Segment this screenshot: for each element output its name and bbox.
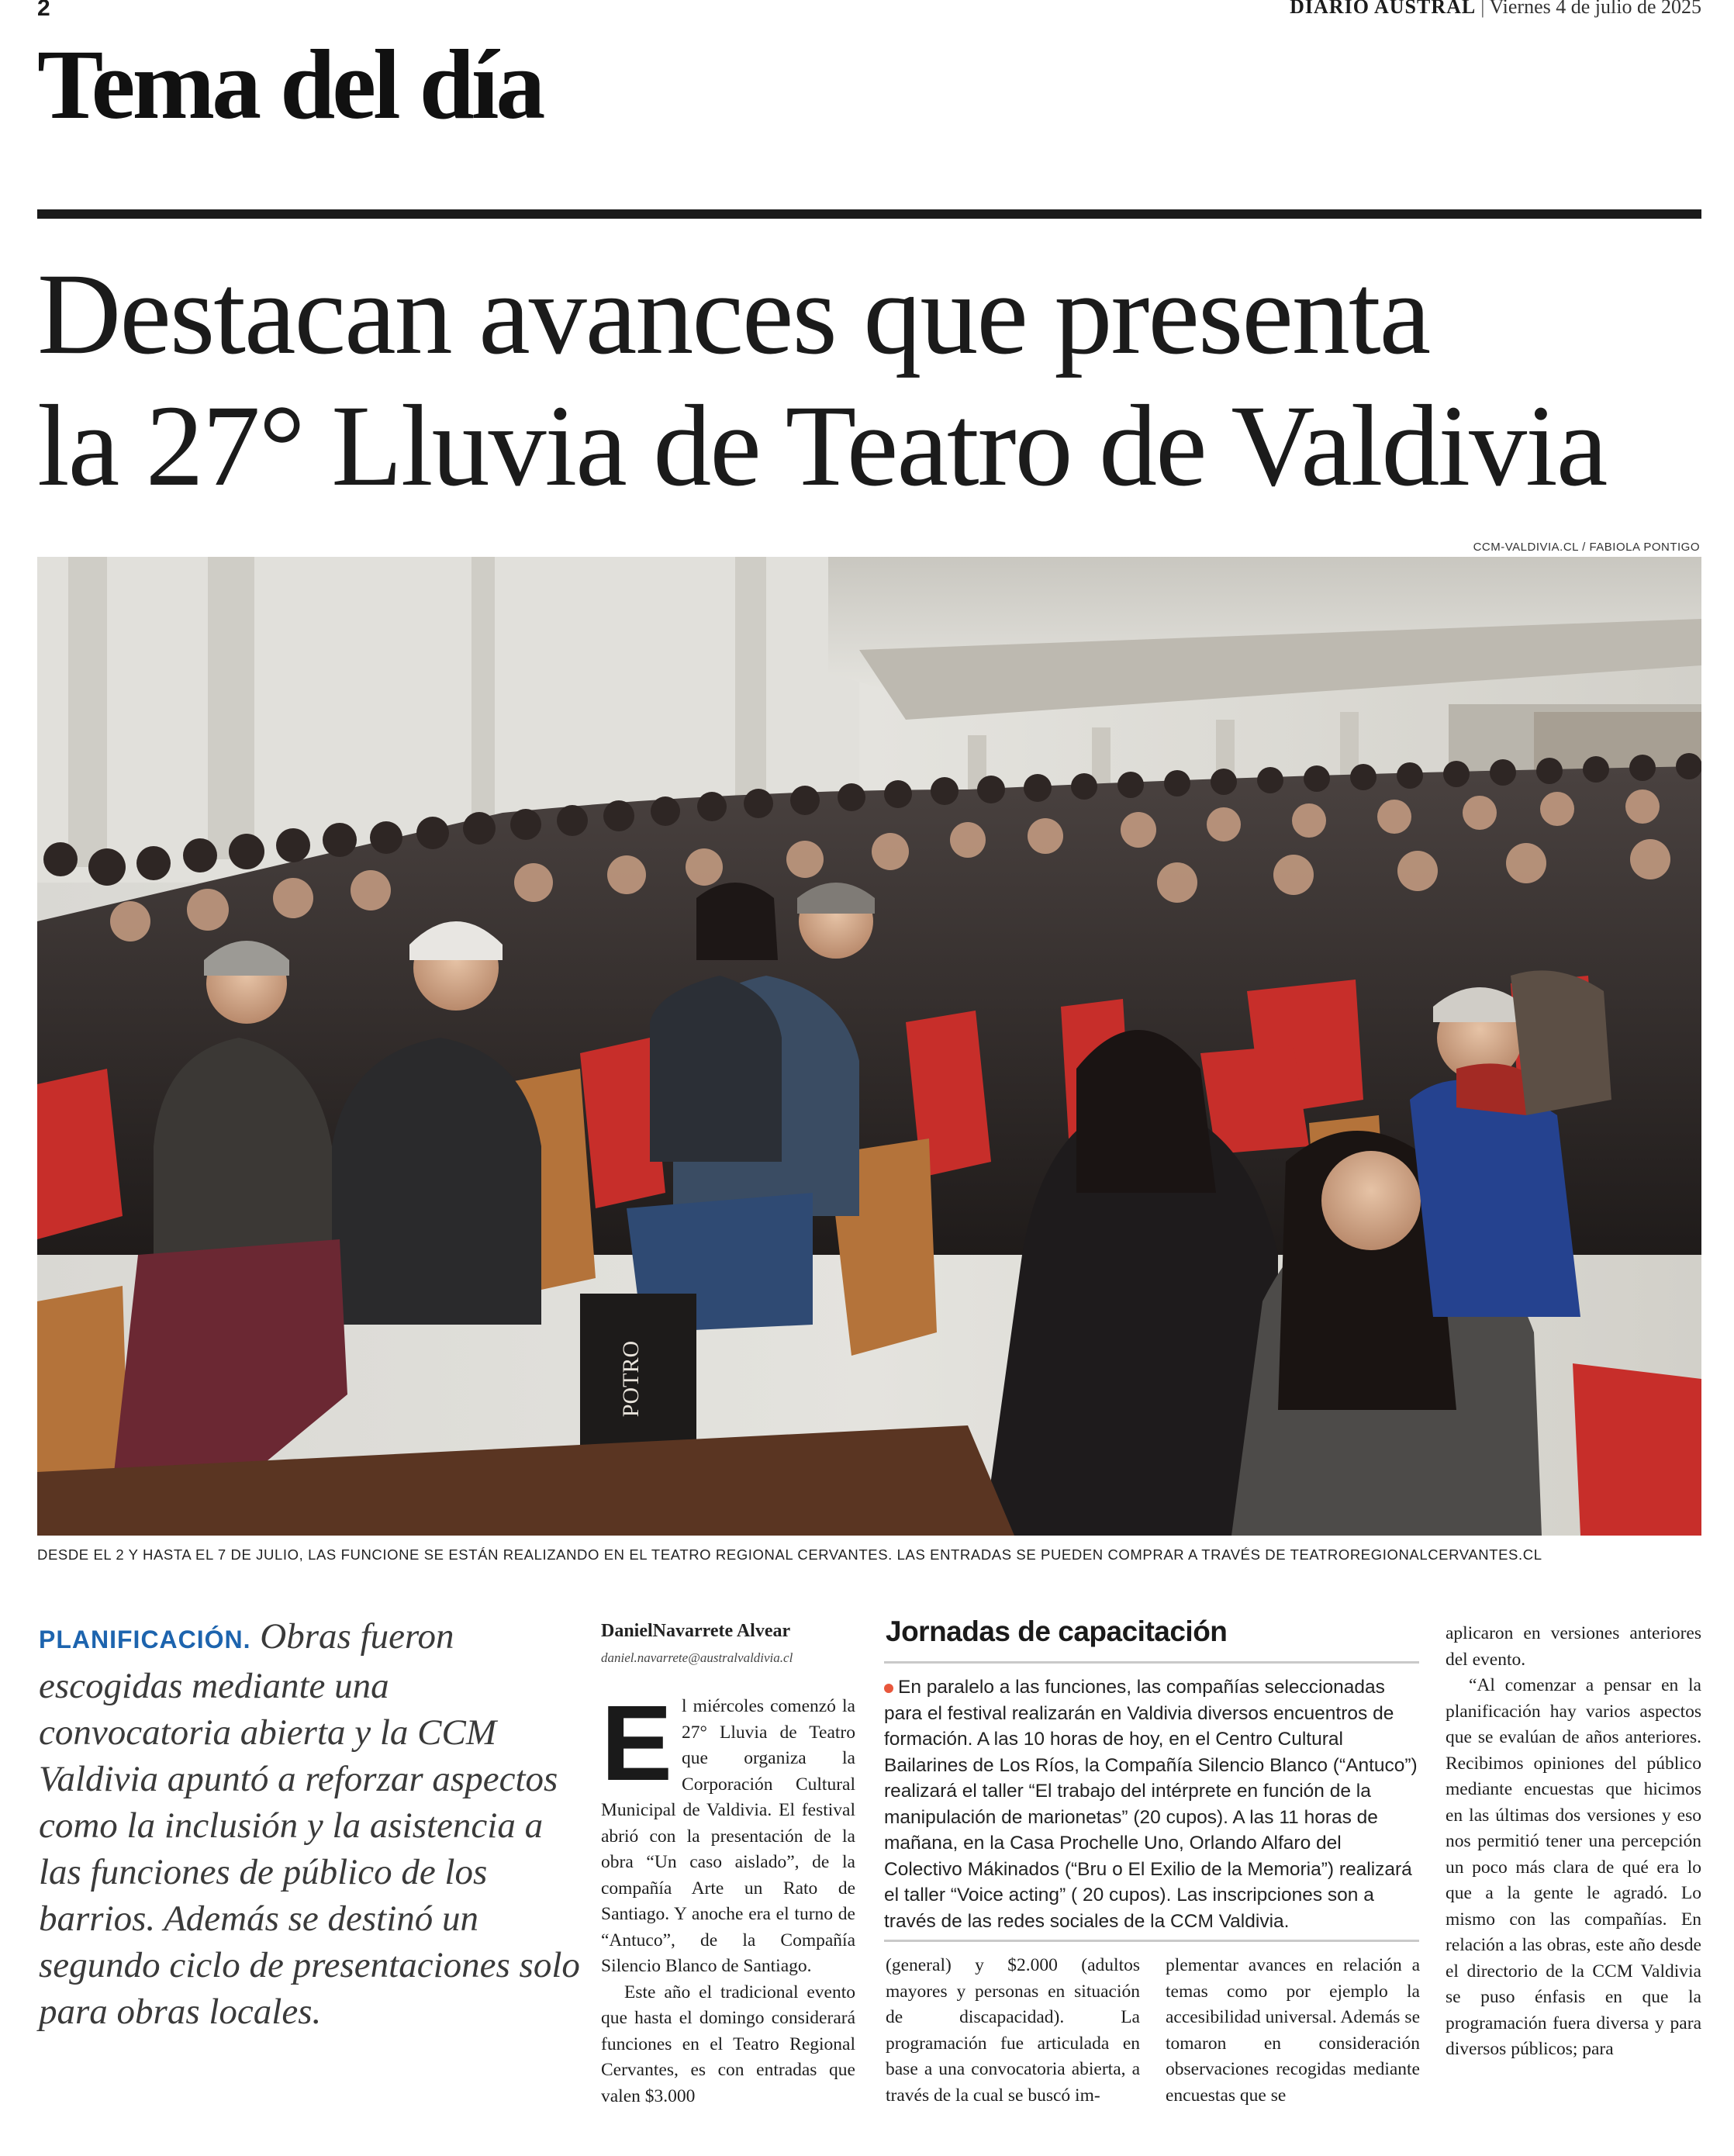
article-paragraph-4: plementar avances en relación a temas como por ejemplo la accesibilidad universal. Además se tomaron en consideración observaciones recogidas mediante encuestas que se xyxy=(1166,1955,1420,2106)
sidebar-box-text: En paralelo a las funciones, las compañías seleccionadas para el festival realizarán en Valdivia diversos encuentros de formación. A las 10 horas de hoy, en el Centro Cultural Bailarines de Los Ríos, la Compañía Silencio Blanco (“Antuco”) realizará el taller “El trabajo del intérprete en función de la manipulación de marionetas” (20 cupos). A las 11 horas de mañana, en la Casa Prochelle Uno, Orlando Alfaro del Colectivo Mákinados (“Bru o El Exilio de la Memoria”) realizará el taller “Voice acting” ( 20 cupos). Las inscripciones son a través de las redes sociales de la CCM Valdivia. xyxy=(884,1677,1418,1932)
svg-text:POTRO: POTRO xyxy=(618,1340,644,1418)
article-lead xyxy=(39,1613,582,2035)
tote-bag xyxy=(580,1294,696,1449)
article-paragraph-5: aplicaron en versiones anteriores del evento. xyxy=(1446,1623,1701,1670)
masthead-separator: | xyxy=(1480,0,1485,18)
bullet-dot-icon xyxy=(884,1684,893,1693)
author-name: DanielNavarrete Alvear xyxy=(601,1621,791,1641)
photo-illustration xyxy=(37,557,1701,1536)
article-column-4 xyxy=(1446,1621,1701,2063)
article-column-3 xyxy=(1166,1953,1420,2109)
headline-line-1: Destacan avances que presenta xyxy=(37,250,1430,378)
article-paragraph-2: Este año el tradicional evento que hasta el domingo considerará funciones en el Teatro Regional Cervantes, es con entradas que valen $3.000 xyxy=(601,1982,855,2106)
newspaper-name: DIARIO AUSTRAL xyxy=(1290,0,1477,18)
lead-text: Obras fueron escogidas mediante una convocatoria abierta y la CCM Valdivia apuntó a reforzar aspectos como la inclusión y la asistencia a las funciones de público de los barrios. Además se destinó un segundo ciclo de presentaciones solo para obras locales. xyxy=(39,1616,580,2032)
photo-credit: CCM-VALDIVIA.CL / FABIOLA PONTIGO xyxy=(1473,541,1700,554)
article-paragraph-3: (general) y $2.000 (adultos mayores y personas en situación de discapacidad). La programación fue articulada en base a una convocatoria abierta, a través de la cual se buscó im- xyxy=(886,1955,1140,2106)
publication-date: Viernes 4 de julio de 2025 xyxy=(1489,0,1701,18)
author-email[interactable]: daniel.navarrete@australvaldivia.cl xyxy=(601,1650,793,1665)
headline-line-2: la 27° Lluvia de Teatro de Valdivia xyxy=(37,382,1607,510)
article-column-2 xyxy=(886,1953,1140,2109)
sidebar-box-title: Jornadas de capacitación xyxy=(886,1615,1228,1647)
section-rule xyxy=(37,209,1701,219)
photo-caption: DESDE EL 2 Y HASTA EL 7 DE JULIO, LAS FUNCIONE SE ESTÁN REALIZANDO EN EL TEATRO REGIONAL CERVANTES. LAS ENTRADAS SE PUEDEN COMPRAR A TRAVÉS DE TEATROREGIONALCERVANTES.CL xyxy=(37,1546,1542,1563)
article-column-1 xyxy=(601,1684,855,2109)
article-paragraph-6: “Al comenzar a pensar en la planificación hay varios aspectos que se evalúan de años anteriores. Recibimos opiniones del público mediante encuestas que hicimos en las últimas dos versiones y eso nos permitió tener una percepción un poco más clara de qué era lo que a la gente le agradó. Lo mismo con las compañías. En relación a las obras, este año desde el directorio de la CCM Valdivia se puso énfasis en que la programación fuera diversa y para diversos públicos; para xyxy=(1446,1675,1701,2059)
drop-cap: E xyxy=(601,1684,673,1803)
lead-label: PLANIFICACIÓN. xyxy=(39,1626,251,1653)
page-number: 2 xyxy=(37,0,50,21)
article-paragraph-1: El miércoles comenzó la 27° Lluvia de Teatro que organiza la Corporación Cultural Municipal de Valdivia. El festival abrió con la presentación de la obra “Un caso aislado”, de la compañía Arte un Rato de Santiago. Y anoche era el turno de “Antuco”, de la Compañía Silencio Blanco de Santiago. xyxy=(601,1684,855,1976)
article-photo xyxy=(37,557,1701,1536)
headline xyxy=(37,248,1712,512)
section-title: Tema del día xyxy=(37,29,543,140)
sidebar-box xyxy=(884,1661,1419,1942)
masthead xyxy=(1290,0,1701,19)
